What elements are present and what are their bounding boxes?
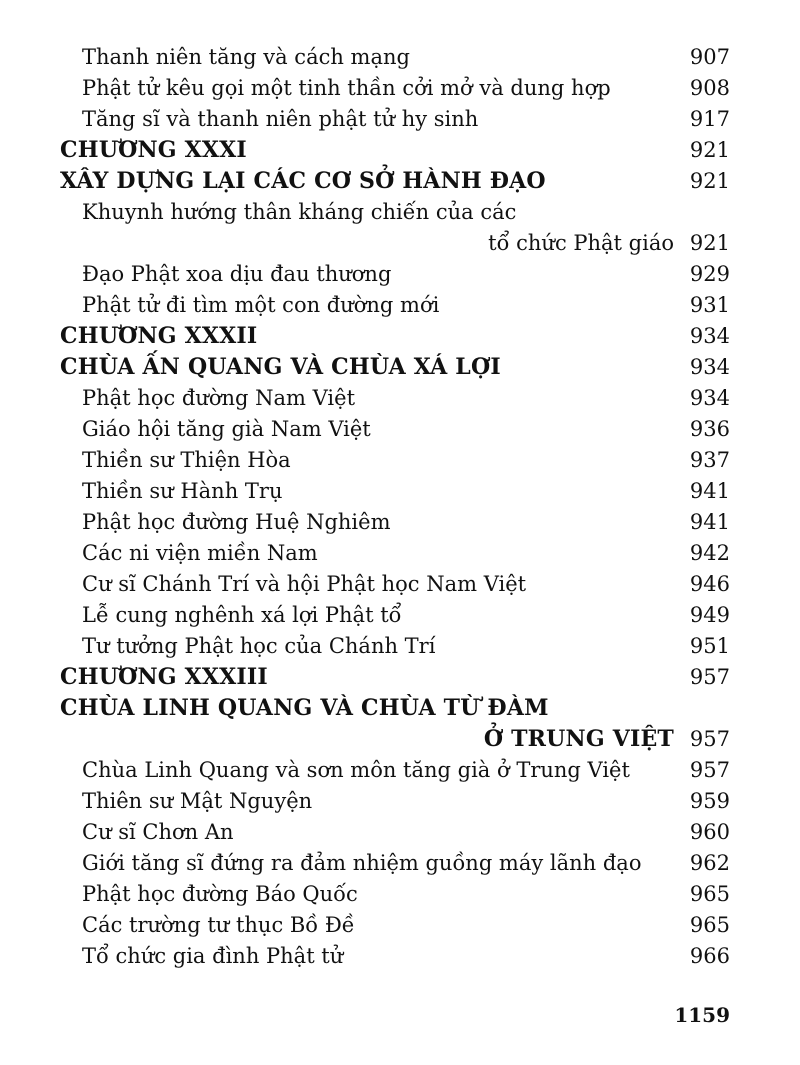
toc-heading-row — [0, 166, 800, 197]
toc-entry-title: CHÙA ẤN QUANG VÀ CHÙA XÁ LỢI — [60, 354, 501, 380]
toc-entry-page: 946 — [689, 572, 730, 596]
toc-heading-row — [0, 321, 800, 352]
toc-entry-row — [0, 383, 800, 414]
toc-entry-title: Các trường tư thục Bồ Đề — [82, 913, 355, 937]
toc-entry-row — [0, 600, 800, 631]
toc-entry-row — [0, 817, 800, 848]
toc-entry-page: 921 — [689, 138, 730, 162]
toc-entry-page: 966 — [689, 944, 730, 968]
toc-entry-page: 962 — [689, 851, 730, 875]
toc-entry-page: 965 — [689, 882, 730, 906]
toc-entry-title: Phật tử kêu gọi một tinh thần cởi mở và dung hợp — [82, 76, 611, 100]
toc-entry-title: Cư sĩ Chơn An — [82, 820, 234, 844]
toc-entry-title: Cư sĩ Chánh Trí và hội Phật học Nam Việt — [82, 572, 527, 596]
toc-entry-title: Khuynh hướng thân kháng chiến của các — [82, 200, 517, 224]
toc-entry-title: tổ chức Phật giáo — [488, 231, 674, 255]
toc-entry-row — [0, 259, 800, 290]
toc-entry-title: XÂY DỰNG LẠI CÁC CƠ SỞ HÀNH ĐẠO — [60, 168, 546, 194]
toc-entry-title: Các ni viện miền Nam — [82, 541, 318, 565]
toc-entry-page: 936 — [689, 417, 730, 441]
toc-entry-page: 957 — [689, 727, 730, 751]
toc-entry-row — [0, 538, 800, 569]
toc-entry-title: Chùa Linh Quang và sơn môn tăng già ở Trung Việt — [82, 758, 630, 782]
toc-entry-title: Ở TRUNG VIỆT — [483, 726, 674, 752]
toc-entry-title: Phật tử đi tìm một con đường mới — [82, 293, 440, 317]
toc-entry-page: 957 — [689, 665, 730, 689]
toc-entry-row — [0, 507, 800, 538]
toc-entry-row — [0, 848, 800, 879]
toc-heading-row — [0, 662, 800, 693]
toc-entry-title: CHƯƠNG XXXIII — [60, 664, 268, 690]
toc-entry-row — [0, 755, 800, 786]
toc-entry-title: Tăng sĩ và thanh niên phật tử hy sinh — [82, 107, 479, 131]
toc-entry-row — [0, 569, 800, 600]
toc-entry-page: 908 — [689, 76, 730, 100]
toc-entry-title: Phật học đường Huệ Nghiêm — [82, 510, 391, 534]
toc-entry-title: Thanh niên tăng và cách mạng — [82, 45, 410, 69]
toc-entry-row — [0, 631, 800, 662]
toc-entry-page: 934 — [689, 355, 730, 379]
toc-entry-row — [0, 73, 800, 104]
toc-entry-row — [0, 104, 800, 135]
toc-entry-title: CHƯƠNG XXXII — [60, 323, 258, 349]
toc-entry-row — [0, 290, 800, 321]
toc-entry-title: Tư tưởng Phật học của Chánh Trí — [82, 634, 436, 658]
toc-entry-page: 934 — [689, 324, 730, 348]
toc-entry-row — [0, 910, 800, 941]
toc-entry-page: 929 — [689, 262, 730, 286]
toc-entry-title: Giáo hội tăng già Nam Việt — [82, 417, 371, 441]
toc-entry-title: Giới tăng sĩ đứng ra đảm nhiệm guồng máy lãnh đạo — [82, 851, 642, 875]
toc-entry-row — [0, 476, 800, 507]
toc-entry-page: 965 — [689, 913, 730, 937]
toc-entry-page: 917 — [689, 107, 730, 131]
toc-heading-row — [0, 352, 800, 383]
toc-entry-page: 949 — [689, 603, 730, 627]
toc-entry-page: 941 — [689, 479, 730, 503]
toc-entry-row — [0, 786, 800, 817]
toc-entry-page: 937 — [689, 448, 730, 472]
toc-entry-page: 960 — [689, 820, 730, 844]
toc-entry-row — [0, 879, 800, 910]
toc-entry-title: CHÙA LINH QUANG VÀ CHÙA TỪ ĐÀM — [60, 695, 549, 721]
toc-entry-page: 941 — [689, 510, 730, 534]
toc-entry-title: Tổ chức gia đình Phật tử — [82, 944, 344, 968]
toc-entry-row — [0, 941, 800, 972]
toc-entry-title: Phật học đường Nam Việt — [82, 386, 356, 410]
toc-entry-row — [0, 42, 800, 73]
toc-entry-title: Thiên sư Mật Nguyện — [82, 789, 313, 813]
toc-entry-title: Phật học đường Báo Quốc — [82, 882, 358, 906]
toc-entry-page: 934 — [689, 386, 730, 410]
toc-entry-page: 942 — [689, 541, 730, 565]
toc-entry-page: 951 — [689, 634, 730, 658]
toc-entry-page: 957 — [689, 758, 730, 782]
toc-entry-row — [0, 197, 800, 228]
page-number: 1159 — [674, 1003, 730, 1027]
table-of-contents — [0, 42, 800, 972]
toc-entry-page: 921 — [689, 231, 730, 255]
toc-entry-row — [0, 228, 800, 259]
toc-entry-title: Thiền sư Hành Trụ — [82, 479, 283, 503]
toc-entry-title: Lễ cung nghênh xá lợi Phật tổ — [82, 603, 402, 627]
toc-heading-row — [0, 135, 800, 166]
toc-entry-row — [0, 445, 800, 476]
toc-entry-page: 959 — [689, 789, 730, 813]
toc-entry-page: 907 — [689, 45, 730, 69]
toc-entry-page: 931 — [689, 293, 730, 317]
toc-entry-title: Đạo Phật xoa dịu đau thương — [82, 262, 392, 286]
toc-heading-row — [0, 693, 800, 724]
toc-entry-page: 921 — [689, 169, 730, 193]
toc-heading-row — [0, 724, 800, 755]
toc-entry-row — [0, 414, 800, 445]
toc-entry-title: CHƯƠNG XXXI — [60, 137, 247, 163]
toc-entry-title: Thiền sư Thiện Hòa — [82, 448, 291, 472]
